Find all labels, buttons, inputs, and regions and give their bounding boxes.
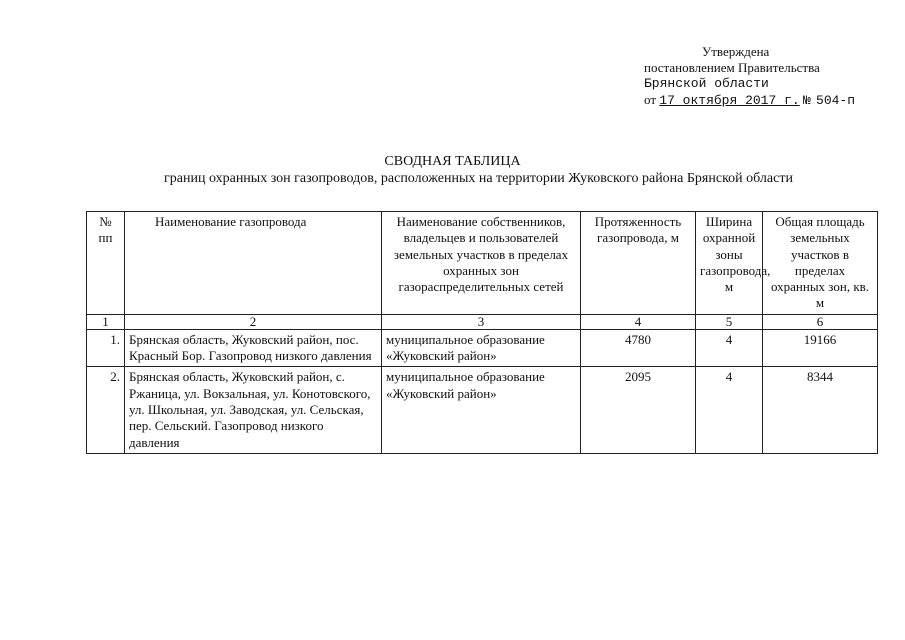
column-number: 2: [125, 314, 382, 329]
header-zone-width: Ширина охранной зоны газопровода, м: [696, 212, 763, 315]
approval-stamp: [644, 44, 884, 109]
approval-line-resolution: постановлением Правительства: [644, 60, 820, 75]
table-row: [87, 367, 878, 453]
owner: муниципальное образование «Жуковский район»: [382, 329, 581, 367]
header-total-area: Общая площадь земельных участков в пределах охранных зон, кв. м: [763, 212, 878, 315]
header-number: № пп: [87, 212, 125, 315]
approval-line-region: Брянской области: [644, 76, 769, 91]
document-title: СВОДНАЯ ТАБЛИЦА: [384, 154, 521, 169]
approval-number-sign: №: [802, 93, 811, 108]
summary-table: [86, 211, 878, 454]
column-number: 1: [87, 314, 125, 329]
pipeline-name: Брянская область, Жуковский район, с. Ржаница, ул. Вокзальная, ул. Конотовского, ул. Школьная, ул. Заводская, ул. Сельская, пер. Сельский. Газопровод низкого давления: [125, 367, 382, 453]
approval-date: 17 октября 2017 г.: [659, 93, 800, 108]
title-block: [0, 153, 905, 188]
table-header-row: [87, 212, 878, 315]
pipeline-length: 4780: [581, 329, 696, 367]
zone-width: 4: [696, 367, 763, 453]
approval-line-approved: Утверждена: [702, 44, 770, 59]
header-owners: Наименование собственников, владельцев и пользователей земельных участков в пределах охранных зон газораспределительных сетей: [382, 212, 581, 315]
owner: муниципальное образование «Жуковский район»: [382, 367, 581, 453]
row-number: 2.: [87, 367, 125, 453]
approval-number: 504-п: [816, 93, 856, 108]
zone-width: 4: [696, 329, 763, 367]
table-row: [87, 329, 878, 367]
column-number-row: [87, 314, 878, 329]
column-number: 5: [696, 314, 763, 329]
approval-date-prefix: от: [644, 92, 657, 107]
header-pipeline-name: Наименование газопровода: [125, 212, 382, 315]
row-number: 1.: [87, 329, 125, 367]
pipeline-name: Брянская область, Жуковский район, пос. Красный Бор. Газопровод низкого давления: [125, 329, 382, 367]
document-subtitle: границ охранных зон газопроводов, расположенных на территории Жуковского района Брянской области: [164, 171, 793, 186]
approval-line-date: [644, 92, 884, 109]
pipeline-length: 2095: [581, 367, 696, 453]
total-area: 8344: [763, 367, 878, 453]
column-number: 3: [382, 314, 581, 329]
total-area: 19166: [763, 329, 878, 367]
column-number: 6: [763, 314, 878, 329]
header-length: Протяженность газопровода, м: [581, 212, 696, 315]
column-number: 4: [581, 314, 696, 329]
